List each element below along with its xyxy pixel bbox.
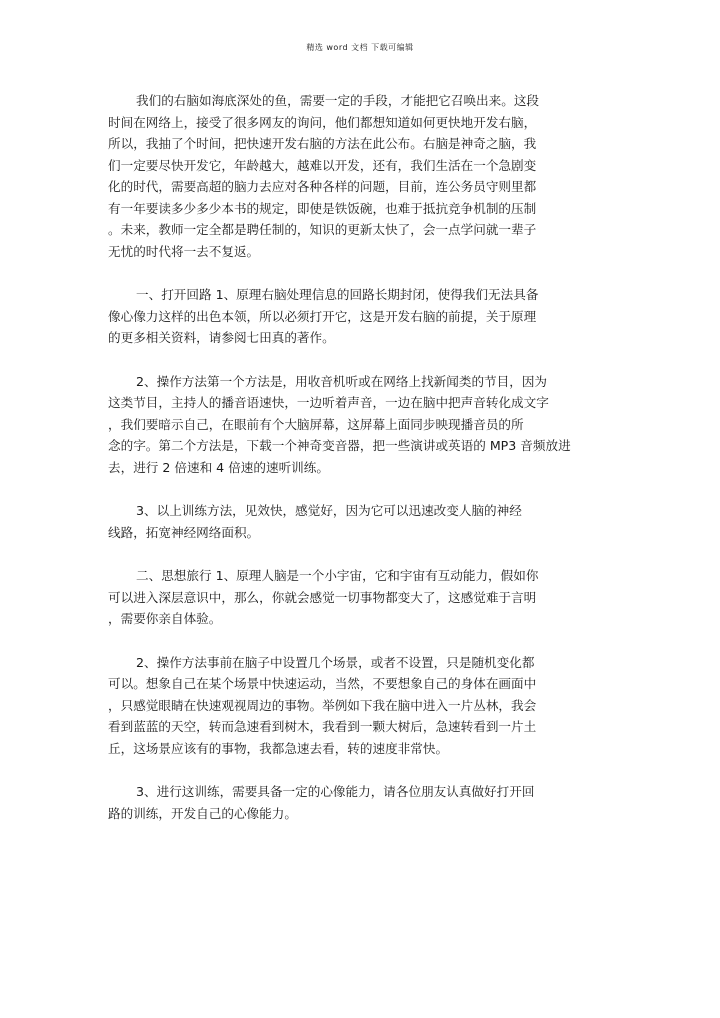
- text-line: 路的训练，开发自己的心像能力。: [108, 805, 297, 821]
- text-line: 像心像力这样的出色本领，所以必须打开它，这是开发右脑的前提，关于原理: [108, 308, 537, 324]
- text-line: ，只感觉眼睛在快速观视周边的事物。举例如下我在脑中进入一片丛林，我会: [108, 697, 537, 713]
- text-line: 无忧的时代将一去不复返。: [108, 243, 260, 259]
- text-line: 2、操作方法事前在脑子中设置几个场景，或者不设置，只是随机变化都: [136, 654, 535, 670]
- text-line: 一、打开回路 1、原理右脑处理信息的回路长期封闭，使得我们无法具备: [136, 287, 539, 302]
- text-line: 时间在网络上，接受了很多网友的询问，他们都想知道如何更快地开发右脑，: [108, 114, 537, 130]
- text-line: 可以进入深层意识中，那么，你就会感觉一切事物都变大了，这感觉难于言明: [108, 589, 537, 605]
- text-line: 3、以上训练方法，见效快，感觉好，因为它可以迅速改变人脑的神经: [136, 503, 522, 518]
- text-line: 。未来，教师一定全都是聘任制的，知识的更新太快了，会一点学问就一辈子: [108, 222, 537, 237]
- text-line: 念的字。第二个方法是，下载一个神奇变音器，把一些演讲或英语的 MP3 音频放进: [108, 438, 571, 453]
- text-line: 有一年要读多少多少本书的规定，即使是铁饭碗，也难于抵抗竞争机制的压制: [108, 200, 537, 216]
- text-line: 们一定要尽快开发它，年龄越大，越难以开发，还有，我们生活在一个急剧变: [108, 157, 537, 173]
- text-line: 可以。想象自己在某个场景中快速运动，当然，不要想象自己的身体在画面中: [108, 676, 537, 691]
- text-line: 我们的右脑如海底深处的鱼，需要一定的手段，才能把它召唤出来。这段: [136, 93, 539, 108]
- paragraph-intro: [108, 90, 620, 262]
- text-line: 去，进行 2 倍速和 4 倍速的速听训练。: [108, 459, 329, 475]
- text-line: 看到蓝蓝的天空，转而急速看到树木，我看到一颗大树后，急速转看到一片土: [108, 719, 537, 734]
- document-body: [108, 90, 620, 824]
- paragraph-training-3: [108, 781, 620, 824]
- text-line: 3、进行这训练，需要具备一定的心像能力，请各位朋友认真做好打开回: [136, 784, 535, 799]
- paragraph-effect-1: [108, 500, 620, 543]
- text-line: 所以，我抽了个时间，把快速开发右脑的方法在此公布。右脑是神奇之脑，我: [108, 136, 537, 151]
- text-line: 二、思想旅行 1、原理人脑是一个小宇宙，它和宇宙有互动能力，假如你: [136, 568, 539, 583]
- text-line: 线路，拓宽神经网络面积。: [108, 524, 260, 540]
- paragraph-method-2: [108, 652, 620, 760]
- text-line: 这类节目，主持人的播音语速快，一边听着声音，一边在脑中把声音转化成文字: [108, 395, 549, 410]
- text-line: ，我们要暗示自己，在眼前有个大脑屏幕，这屏幕上面同步映现播音员的所: [108, 416, 524, 432]
- text-line: 2、操作方法第一个方法是，用收音机听或在网络上找新闻类的节目，因为: [136, 373, 548, 389]
- text-line: 化的时代，需要高超的脑力去应对各种各样的问题，目前，连公务员守则里都: [108, 179, 537, 194]
- text-line: 的更多相关资料，请参阅七田真的著作。: [108, 330, 335, 345]
- paragraph-open-circuit: [108, 284, 620, 349]
- paragraph-method-1: [108, 371, 620, 479]
- paragraph-thought-travel: [108, 565, 620, 630]
- page-header: 精选 word 文档 下载可编辑: [306, 43, 414, 52]
- text-line: ，需要你亲自体验。: [108, 611, 222, 626]
- text-line: 丘，这场景应该有的事物，我都急速去看，转的速度非常快。: [108, 740, 449, 756]
